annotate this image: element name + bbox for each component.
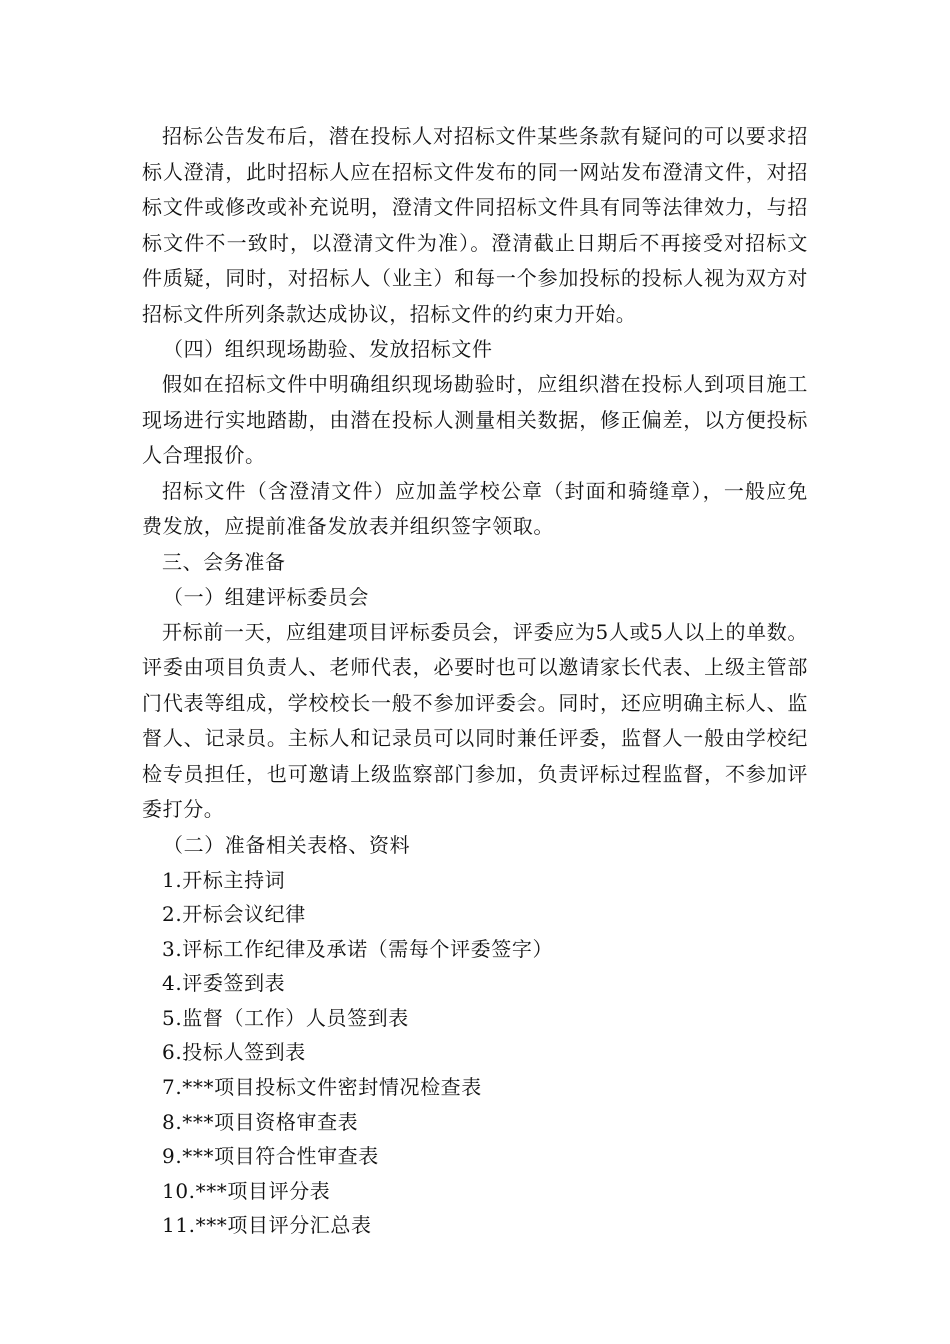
document-body xyxy=(142,119,808,1243)
list-item: 10.***项目评分表 xyxy=(162,1178,331,1203)
list-item: 9.***项目符合性审查表 xyxy=(162,1144,379,1169)
list-item: 8.***项目资格审查表 xyxy=(162,1109,359,1134)
list-item: 4.评委签到表 xyxy=(162,971,286,996)
heading-committee: （一）组建评标委员会 xyxy=(163,584,369,609)
heading-site-survey: （四）组织现场勘验、发放招标文件 xyxy=(163,337,493,361)
list-item: 7.***项目投标文件密封情况检查表 xyxy=(162,1075,482,1100)
list-item: 5.监督（工作）人员签到表 xyxy=(162,1005,409,1030)
heading-forms: （二）准备相关表格、资料 xyxy=(163,832,411,857)
paragraph-distribution: 招标文件（含澄清文件）应加盖学校公章（封面和骑缝章），一般应免费发放，应提前准备发放表并组织签字领取。 xyxy=(142,478,808,538)
heading-meeting-prep: 三、会务准备 xyxy=(162,549,286,574)
paragraph-committee: 开标前一天，应组建项目评标委员会，评委应为5人或5人以上的单数。评委由项目负责人、老师代表，必要时也可以邀请家长代表、上级主管部门代表等组成，学校校长一般不参加评委会。同时，还应明确主标人、监督人、记录员。主标人和记录员可以同时兼任评委，监督人一般由学校纪检专员担任，也可邀请上级监察部门参加，负责评标过程监督，不参加评委打分。 xyxy=(142,619,808,821)
list-item: 3.评标工作纪律及承诺（需每个评委签字） xyxy=(162,936,554,961)
list-item: 6.投标人签到表 xyxy=(162,1040,306,1065)
list-item: 11.***项目评分汇总表 xyxy=(162,1213,372,1238)
list-item: 2.开标会议纪律 xyxy=(162,902,306,927)
list-item: 1.开标主持词 xyxy=(162,867,286,892)
forms-list xyxy=(142,863,808,1244)
paragraph-site-survey: 假如在招标文件中明确组织现场勘验时，应组织潜在投标人到项目施工现场进行实地踏勘，由潜在投标人测量相关数据，修正偏差，以方便投标人合理报价。 xyxy=(142,372,808,467)
paragraph-clarification: 招标公告发布后，潜在投标人对招标文件某些条款有疑问的可以要求招标人澄清，此时招标人应在招标文件发布的同一网站发布澄清文件，对招标文件或修改或补充说明，澄清文件同招标文件具有同等法律效力，与招标文件不一致时，以澄清文件为准）。澄清截止日期后不再接受对招标文件质疑，同时，对招标人（业主）和每一个参加投标的投标人视为双方对招标文件所列条款达成协议，招标文件的约束力开始。 xyxy=(142,124,808,326)
